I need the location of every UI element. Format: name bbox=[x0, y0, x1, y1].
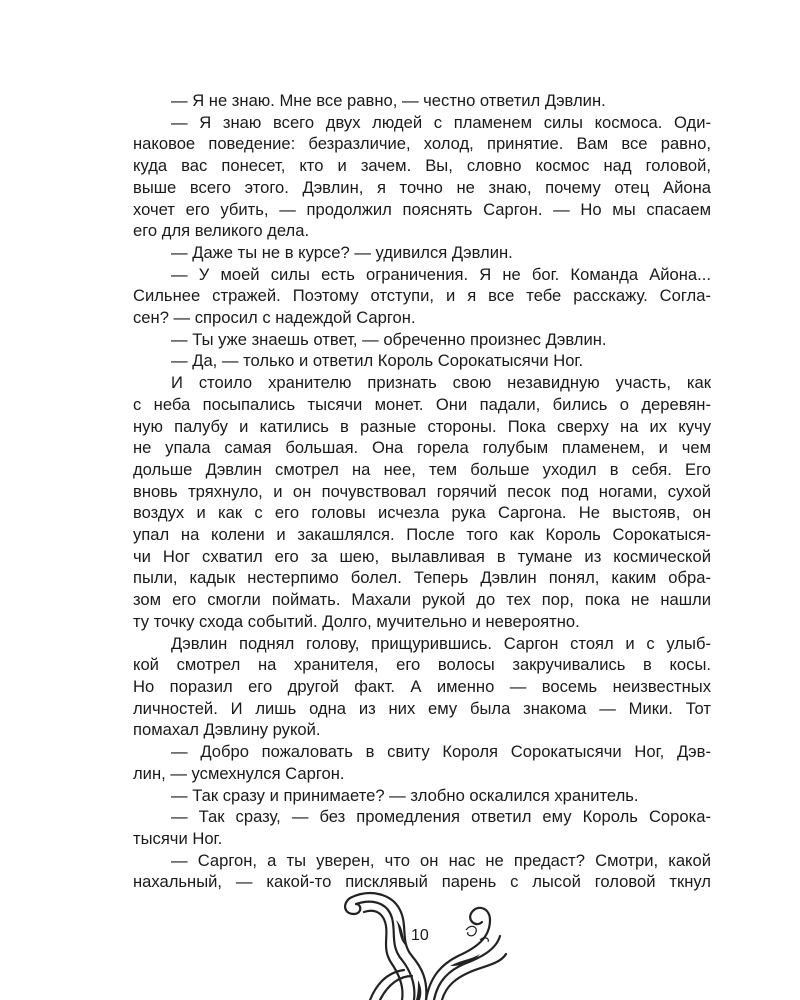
text-line: Но поразил его другой факт. А именно — восемь неизвестных bbox=[133, 676, 711, 696]
text-line: пыли, кадык нестерпимо болел. Теперь Дэвлин понял, каким обра- bbox=[133, 568, 711, 588]
text-line: хочет его убить, — продолжил пояснять Саргон. — Но мы спасаем bbox=[133, 199, 711, 219]
text-line: лин, — усмехнулся Саргон. bbox=[133, 763, 345, 783]
paragraph bbox=[133, 112, 711, 242]
text-line: ту точку схода событий. Долго, мучительно и невероятно. bbox=[133, 611, 580, 631]
text-line: — Я не знаю. Мне все равно, — честно ответил Дэвлин. bbox=[171, 91, 606, 110]
text-line: Сильнее стражей. Поэтому отступи, и я все тебе расскажу. Согла- bbox=[133, 286, 711, 306]
paragraph bbox=[133, 806, 711, 849]
text-line: вновь тряхнуло, и он почувствовал горячий песок под ногами, сухой bbox=[133, 481, 711, 501]
paragraph bbox=[133, 350, 711, 372]
text-line: — У моей силы есть ограничения. Я не бог. Команда Айона... bbox=[171, 264, 711, 284]
text-line: сен? — спросил с надеждой Саргон. bbox=[133, 308, 416, 328]
book-page-text bbox=[133, 90, 711, 893]
paragraph bbox=[133, 329, 711, 351]
text-line: чи Ног схватил его за шею, вылавливая в тумане из космической bbox=[133, 546, 711, 566]
text-line: личностей. И лишь одна из них ему была знакома — Мики. Тот bbox=[133, 698, 711, 718]
text-line: выше всего этого. Дэвлин, я точно не знаю, почему отец Айона bbox=[133, 177, 711, 197]
text-line: его для великого дела. bbox=[133, 221, 310, 241]
paragraph bbox=[133, 264, 711, 329]
text-line: — Так сразу, — без промедления ответил ему Король Сорока- bbox=[171, 807, 711, 827]
text-line: помахал Дэвлину рукой. bbox=[133, 720, 321, 740]
text-line: не упала самая большая. Она горела голубым пламенем, и чем bbox=[133, 438, 711, 458]
text-line: Дэвлин поднял голову, прищурившись. Саргон стоял и с улыб- bbox=[171, 633, 711, 653]
text-line: с неба посыпались тысячи монет. Они падали, бились о деревян- bbox=[133, 394, 711, 414]
text-line: кой смотрел на хранителя, его волосы закручивались в косы. bbox=[133, 655, 711, 675]
text-line: зом его смогли поймать. Махали рукой до тех пор, пока не нашли bbox=[133, 590, 711, 610]
paragraph bbox=[133, 90, 711, 112]
text-line: — Ты уже знаешь ответ, — обреченно произнес Дэвлин. bbox=[171, 329, 607, 349]
text-line: тысячи Ног. bbox=[133, 828, 223, 848]
text-line: воздух и как с его головы исчезла рука Саргона. Не выстояв, он bbox=[133, 503, 711, 523]
text-line: дольше Дэвлин смотрел на нее, тем больше уходил в себя. Его bbox=[133, 459, 711, 479]
text-line: И стоило хранителю признать свою незавидную участь, как bbox=[171, 373, 711, 393]
text-line: — Да, — только и ответил Король Сорокатысячи Ног. bbox=[171, 351, 584, 371]
text-line: упал на колени и закашлялся. После того как Король Сорокатыся- bbox=[133, 525, 711, 545]
text-line: — Так сразу и принимаете? — злобно оскалился хранитель. bbox=[171, 785, 639, 805]
page-number: 10 bbox=[408, 927, 432, 945]
paragraph bbox=[133, 633, 711, 742]
paragraph bbox=[133, 242, 711, 264]
paragraph bbox=[133, 785, 711, 807]
text-line: ную палубу и катились в разные стороны. Пока сверху на их кучу bbox=[133, 416, 711, 436]
text-line: нахальный, — какой-то писклявый парень с лысой головой ткнул bbox=[133, 872, 711, 892]
text-line: куда вас понесет, кто и зачем. Вы, словно космос над головой, bbox=[133, 156, 711, 176]
text-line: — Даже ты не в курсе? — удивился Дэвлин. bbox=[171, 242, 513, 262]
text-line: наковое поведение: безразличие, холод, принятие. Вам все равно, bbox=[133, 134, 711, 154]
text-line: — Саргон, а ты уверен, что он нас не предаст? Смотри, какой bbox=[171, 850, 711, 870]
paragraph bbox=[133, 372, 711, 632]
text-line: — Добро пожаловать в свиту Короля Сорокатысячи Ног, Дэв- bbox=[171, 742, 711, 762]
text-line: — Я знаю всего двух людей с пламенем силы космоса. Оди- bbox=[171, 112, 711, 132]
paragraph bbox=[133, 741, 711, 784]
